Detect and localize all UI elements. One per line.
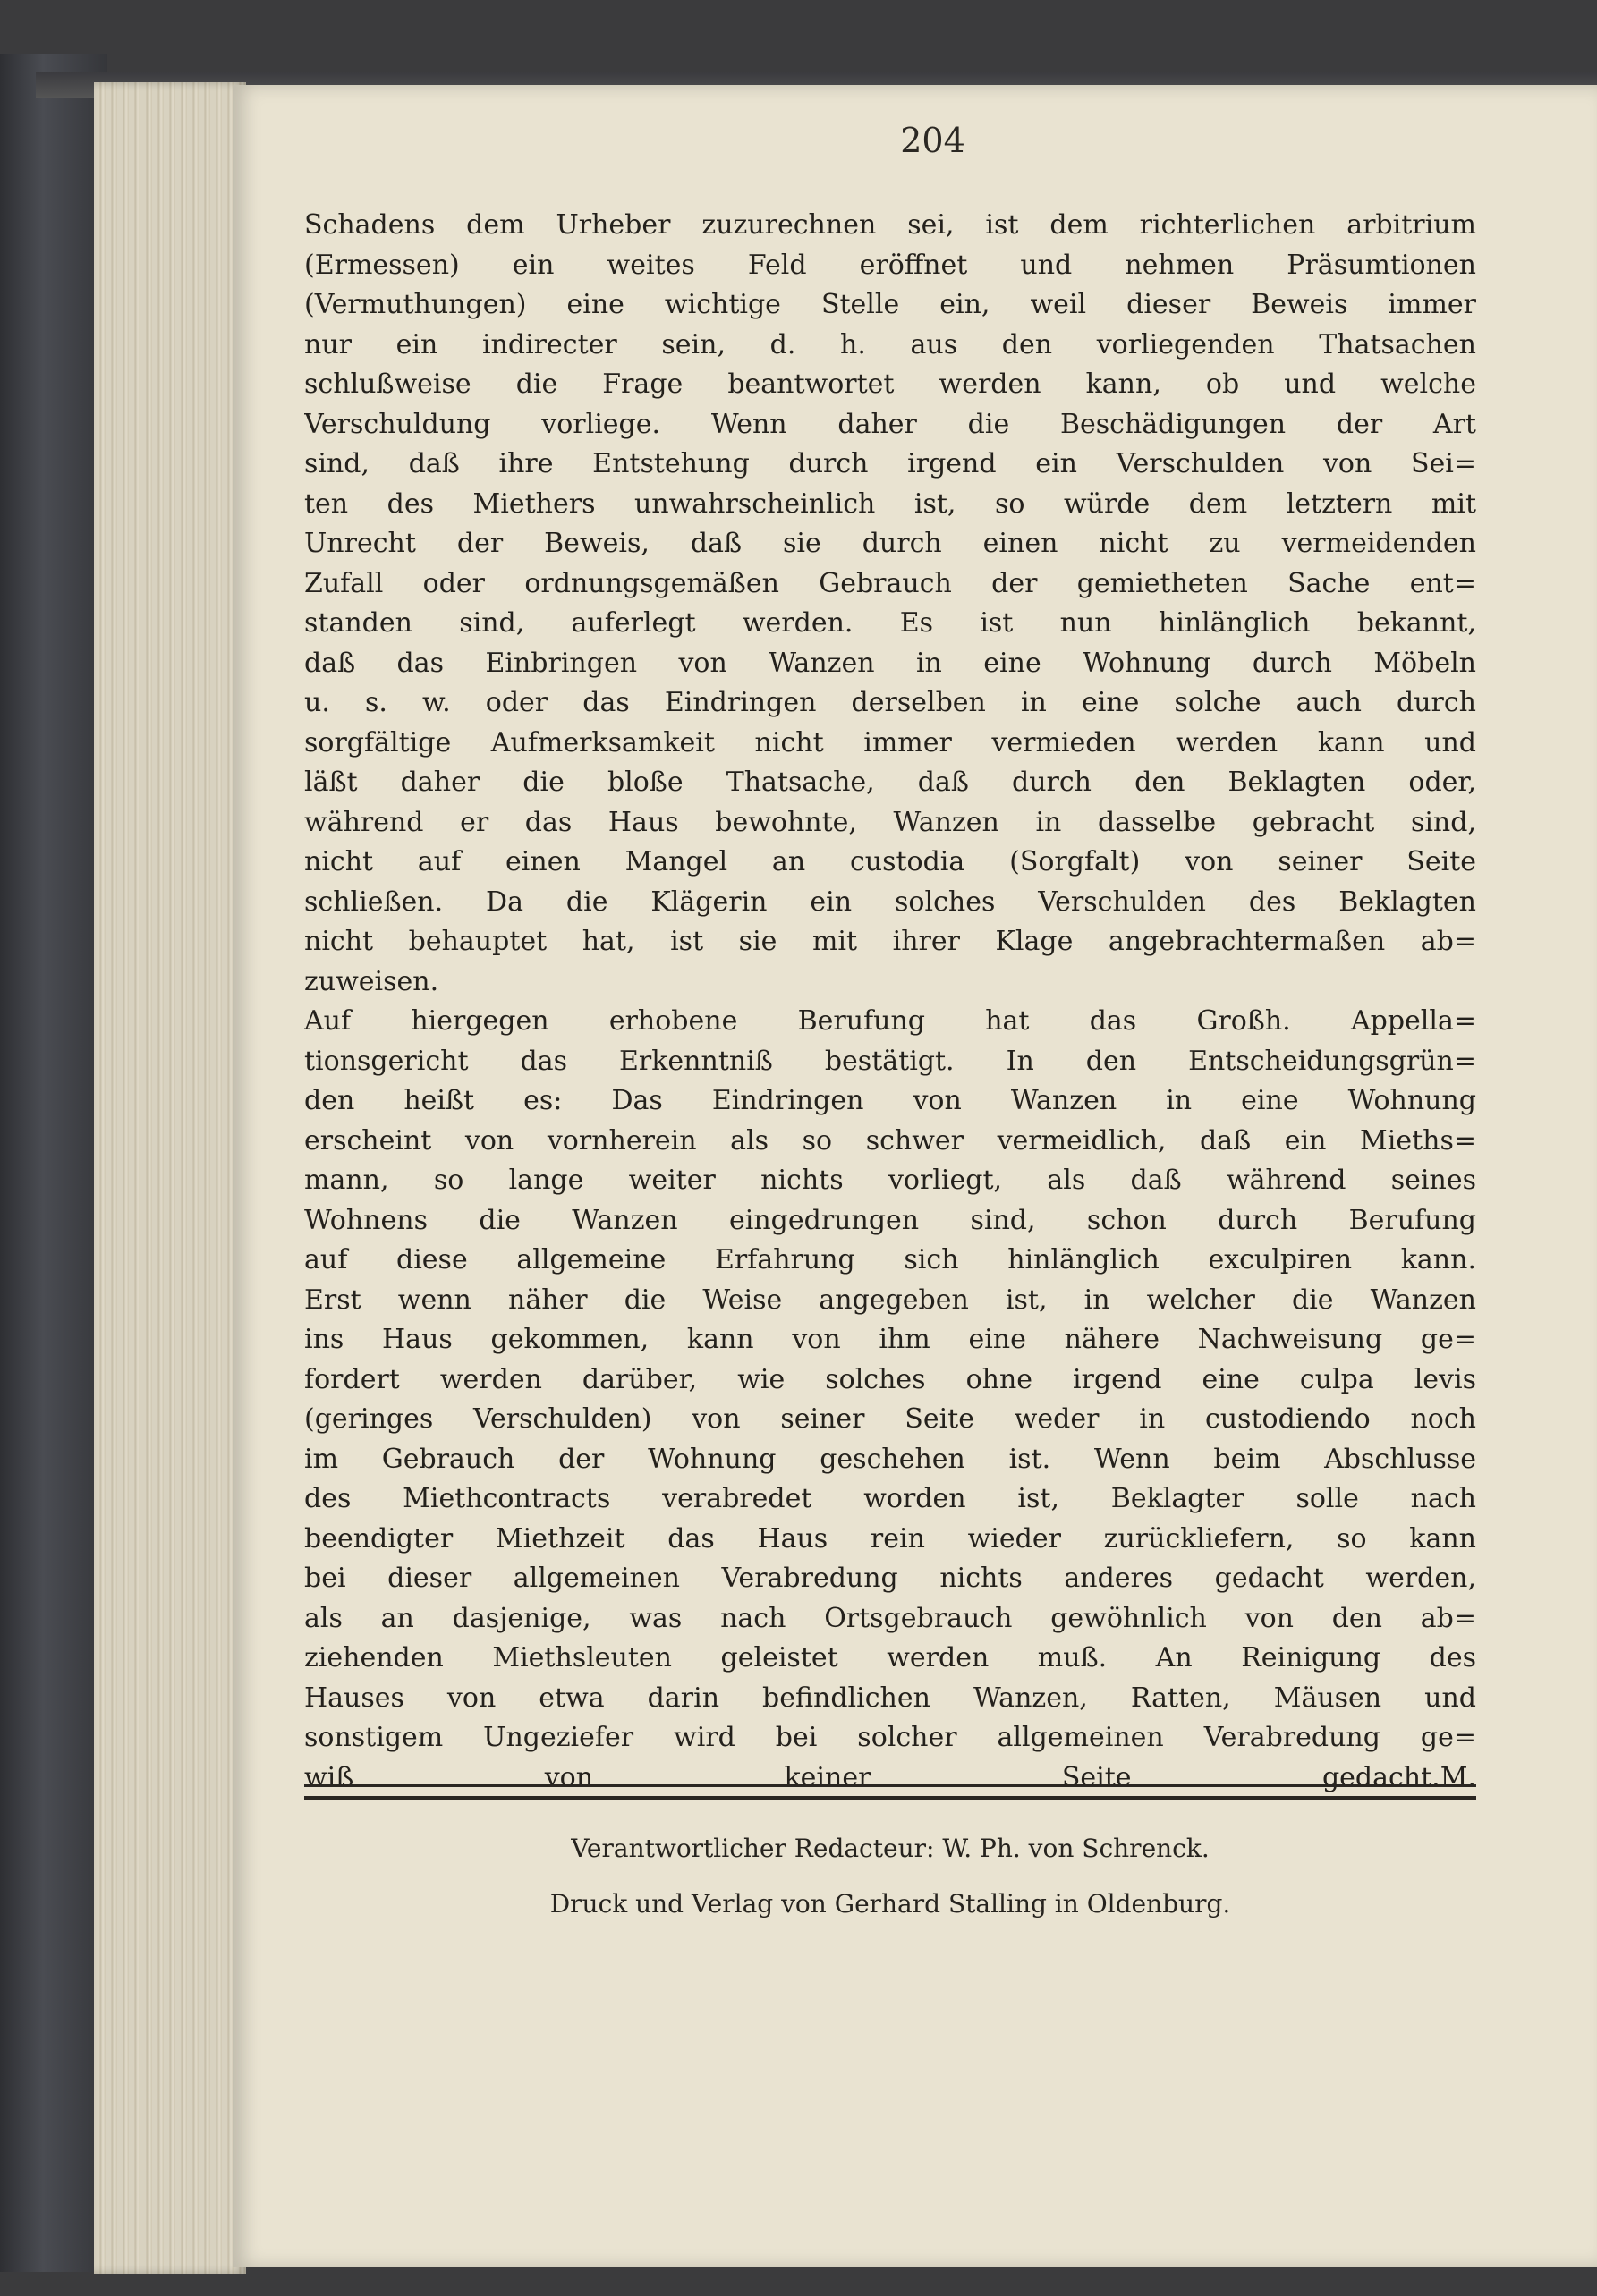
body-line: Wohnens die Wanzen eingedrungen sind, schon durch Berufung <box>304 1204 1476 1236</box>
body-line: bei dieser allgemeinen Verabredung nichts anderes gedacht werden, <box>304 1563 1476 1594</box>
body-line: als an dasjenige, was nach Ortsgebrauch gewöhnlich von den ab= <box>304 1602 1476 1634</box>
page-number: 204 <box>900 121 965 160</box>
body-line: standen sind, auferlegt werden. Es ist nun hinlänglich bekannt, <box>304 607 1476 639</box>
body-line: den heißt es: Das Eindringen von Wanzen in eine Wohnung <box>304 1085 1476 1116</box>
body-line: nur ein indirecter sein, d. h. aus den vorliegenden Thatsachen <box>304 328 1476 360</box>
body-line: auf diese allgemeine Erfahrung sich hinlänglich exculpiren kann. <box>304 1244 1476 1275</box>
body-line: des Miethcontracts verabredet worden ist, Beklagter solle nach <box>304 1483 1476 1514</box>
body-line: (geringes Verschulden) von seiner Seite weder in custodiendo noch <box>304 1403 1476 1435</box>
body-line: Verschuldung vorliege. Wenn daher die Beschädigungen der Art <box>304 408 1476 440</box>
body-line: (Ermessen) ein weites Feld eröffnet und nehmen Präsumtionen <box>304 249 1476 281</box>
body-line-text: wiß von keiner Seite gedacht. <box>304 1761 1440 1793</box>
body-line: daß das Einbringen von Wanzen in eine Wohnung durch Möbeln <box>304 647 1476 679</box>
body-line: erscheint von vornherein als so schwer vermeidlich, daß ein Mieths= <box>304 1124 1476 1156</box>
body-line: beendigter Miethzeit das Haus rein wieder zurückliefern, so kann <box>304 1522 1476 1555</box>
body-line: im Gebrauch der Wohnung geschehen ist. Wenn beim Abschlusse <box>304 1443 1476 1475</box>
body-line: ins Haus gekommen, kann von ihm eine nähere Nachweisung ge= <box>304 1324 1476 1355</box>
body-line: fordert werden darüber, wie solches ohne irgend eine culpa levis <box>304 1363 1476 1395</box>
body-line: u. s. w. oder das Eindringen derselben in eine solche auch durch <box>304 687 1476 718</box>
signature: M. <box>1440 1761 1476 1793</box>
body-line: Erst wenn näher die Weise angegeben ist, in welcher die Wanzen <box>304 1284 1476 1316</box>
footer-rule <box>304 1784 1476 1800</box>
book-cover-edge <box>0 54 107 2272</box>
body-line: Hauses von etwa darin befindlichen Wanzen, Ratten, Mäusen und <box>304 1682 1476 1714</box>
footer-printer: Druck und Verlag von Gerhard Stalling in Oldenburg. <box>549 1889 1231 1919</box>
body-line: schließen. Da die Klägerin ein solches Verschulden des Beklagten <box>304 885 1476 918</box>
body-line: Zufall oder ordnungsgemäßen Gebrauch der gemietheten Sache ent= <box>304 567 1476 599</box>
body-line: Unrecht der Beweis, daß sie durch einen nicht zu vermeidenden <box>304 528 1476 559</box>
footer-editor: Verantwortlicher Redacteur: W. Ph. von Schrenck. <box>571 1834 1210 1863</box>
body-line: Auf hiergegen erhobene Berufung hat das Großh. Appella= <box>304 1005 1476 1037</box>
page-edges <box>94 82 246 2274</box>
body-line: sorgfältige Aufmerksamkeit nicht immer vermieden werden kann und <box>304 726 1476 758</box>
body-line: sonstigem Ungeziefer wird bei solcher allgemeinen Verabredung ge= <box>304 1722 1476 1753</box>
body-line: sind, daß ihre Entstehung durch irgend ein Verschulden von Sei= <box>304 448 1476 479</box>
body-line: nicht auf einen Mangel an custodia (Sorgfalt) von seiner Seite <box>304 846 1476 877</box>
body-line: schlußweise die Frage beantwortet werden kann, ob und welche <box>304 369 1476 400</box>
body-line: läßt daher die bloße Thatsache, daß durch den Beklagten oder, <box>304 767 1476 798</box>
body-line: Schadens dem Urheber zuzurechnen sei, ist dem richterlichen arbitrium <box>304 209 1476 241</box>
body-line: ten des Miethers unwahrscheinlich ist, so würde dem letztern mit <box>304 487 1476 520</box>
body-line: (Vermuthungen) eine wichtige Stelle ein, weil dieser Beweis immer <box>304 289 1476 320</box>
body-line: zuweisen. <box>304 965 439 997</box>
body-line: mann, so lange weiter nichts vorliegt, als daß während seines <box>304 1165 1476 1196</box>
body-text <box>304 206 1476 1798</box>
body-line: ziehenden Miethsleuten geleistet werden muß. An Reinigung des <box>304 1642 1476 1673</box>
body-line: tionsgericht das Erkenntniß bestätigt. In den Entscheidungsgrün= <box>304 1045 1476 1077</box>
body-line: während er das Haus bewohnte, Wanzen in dasselbe gebracht sind, <box>304 806 1476 838</box>
body-line: nicht behauptet hat, ist sie mit ihrer Klage angebrachtermaßen ab= <box>304 926 1476 957</box>
